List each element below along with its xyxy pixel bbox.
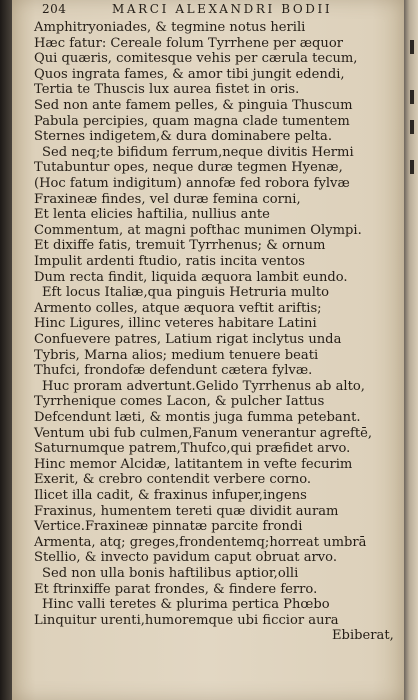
text-line: Linquitur urenti,humoremque ubi ficcior aura [34, 613, 339, 628]
text-line: Pabula percipies, quam magna clade tumentem [34, 114, 350, 129]
text-line: Saturnumque patrem,Thufco,qui præfidet arvo. [34, 441, 351, 456]
text-line: Hinc Ligures, illinc veteres habitare Latini [34, 316, 317, 331]
text-line: Sed neq;te bifidum ferrum,neque divitis Hermi [42, 145, 354, 160]
text-line: Tybris, Marna alios; medium tenuere beati [34, 348, 319, 363]
text-line: Thufci, frondofæ defendunt cætera fylvæ. [34, 363, 313, 378]
text-line: Dum recta findit, liquida æquora lambit eundo. [34, 270, 348, 285]
facing-page-mark [410, 40, 414, 54]
text-line: Sed non ante famem pelles, & pinguia Thuscum [34, 98, 353, 113]
text-line: Qui quæris, comitesque vehis per cærula tecum, [34, 51, 358, 66]
text-line: Sed non ulla bonis haftilibus aptior,olli [42, 566, 299, 581]
text-line: Ebiberat, [332, 628, 394, 643]
facing-page-mark [410, 90, 414, 104]
text-line: Fraxinus, humentem tereti quæ dividit auram [34, 504, 339, 519]
text-line: Huc proram advertunt.Gelido Tyrrhenus ab alto, [42, 379, 365, 394]
text-line: Exerit, & crebro contendit verbere corno. [34, 472, 312, 487]
text-line: Tyrrhenique comes Lacon, & pulcher Iattus [34, 394, 325, 409]
text-line: Et lenta elicies haftilia, nullius ante [34, 207, 270, 222]
text-line: Ilicet illa cadit, & fraxinus infuper,ingens [34, 488, 307, 503]
text-line: Et dixiffe fatis, tremuit Tyrrhenus; & ornum [34, 238, 326, 253]
page-number: 204 [42, 2, 67, 16]
text-line: (Hoc fatum indigitum) annofæ fed robora fylvæ [34, 176, 350, 191]
text-line: Commentum, at magni pofthac munimen Olympi. [34, 223, 362, 238]
text-line: Quos ingrata fames, & amor tibi jungit edendi, [34, 67, 345, 82]
text-line: Confuevere patres, Latium rigat inclytus unda [34, 332, 342, 347]
text-line: Ventum ubi fub culmen,Fanum venerantur agreftē, [34, 426, 373, 441]
text-line: Fraxineæ findes, vel duræ femina corni, [34, 192, 301, 207]
facing-page-mark [410, 160, 414, 174]
text-line: Hæc fatur: Cereale folum Tyrrhene per æquor [34, 36, 344, 51]
binding-edge [0, 0, 12, 700]
text-line: Et ftrinxiffe parat frondes, & findere ferro. [34, 582, 318, 597]
text-line: Hinc memor Alcidæ, latitantem in vefte fecurim [34, 457, 353, 472]
book-page [12, 0, 404, 700]
text-line: Hinc valli teretes & plurima pertica Phœbo [42, 597, 330, 612]
text-line: Amphitryoniades, & tegmine notus herili [34, 20, 306, 35]
text-line: Tertia te Thuscis lux aurea fistet in oris. [34, 82, 300, 97]
facing-page-edge [404, 0, 418, 700]
text-line: Sternes indigetem,& dura dominabere pelta. [34, 129, 333, 144]
text-line: Eft locus Italiæ,qua pinguis Hetruria multo [42, 285, 330, 300]
running-title: MARCI ALEXANDRI BODII [112, 2, 333, 16]
facing-page-mark [410, 120, 414, 134]
text-line: Vertice.Fraxineæ pinnatæ parcite frondi [34, 519, 303, 534]
text-line: Armento colles, atque æquora veftit ariftis; [34, 301, 322, 316]
page-header [42, 2, 398, 20]
text-line: Impulit ardenti ftudio, ratis incita ventos [34, 254, 305, 269]
text-line: Tutabuntur opes, neque duræ tegmen Hyenæ, [34, 160, 343, 175]
text-line: Defcendunt læti, & montis juga fumma petebant. [34, 410, 361, 425]
text-line: Stellio, & invecto pavidum caput obruat arvo. [34, 550, 337, 565]
text-line: Armenta, atq; greges,frondentemq;horreat umbrā [34, 535, 367, 550]
